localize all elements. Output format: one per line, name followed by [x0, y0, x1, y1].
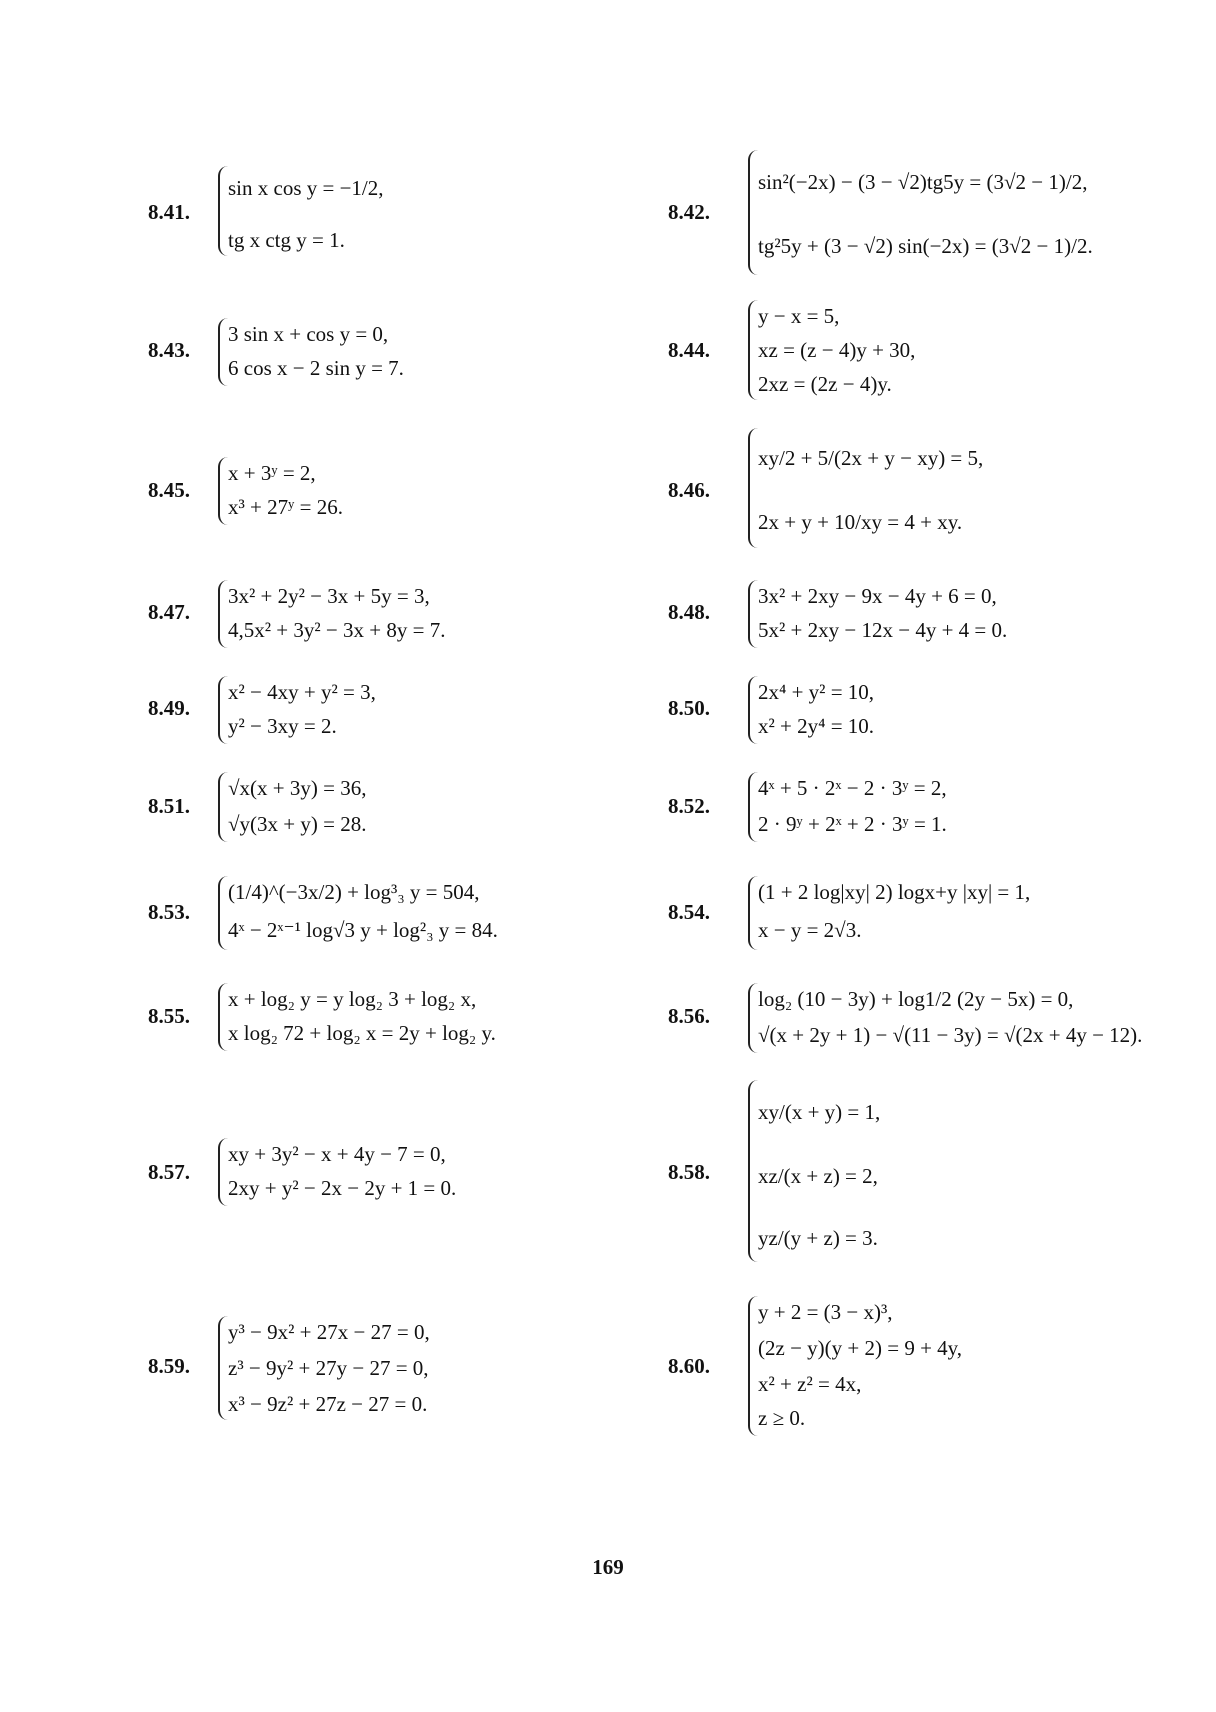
equation: (1 + 2 log|xy| 2) logx+y |xy| = 1,: [758, 880, 1031, 904]
equation: xz = (z − 4)y + 30,: [758, 338, 916, 362]
equation: √y(3x + y) = 28.: [228, 812, 367, 836]
equation: yz/(y + z) = 3.: [758, 1226, 878, 1250]
equation: x − y = 2√3.: [758, 918, 862, 942]
equation: x log₂ 72 + log₂ x = 2y + log₂ y.: [228, 1021, 496, 1045]
equation: xy/(x + y) = 1,: [758, 1100, 881, 1124]
equation: (1/4)^(−3x/2) + log³₃ y = 504,: [228, 880, 480, 904]
problem-number: 8.49.: [148, 696, 190, 720]
equation: xz/(x + z) = 2,: [758, 1164, 878, 1188]
problem-number: 8.58.: [668, 1160, 710, 1184]
equation-system: [218, 457, 448, 525]
equation: log₂ (10 − 3y) + log1/2 (2y − 5x) = 0,: [758, 987, 1074, 1011]
equation-system: [748, 150, 1158, 275]
problem-number: 8.44.: [668, 338, 710, 362]
equation: 6 cos x − 2 sin y = 7.: [228, 356, 404, 380]
equation: x³ + 27ʸ = 26.: [228, 495, 343, 519]
equation: tg x ctg y = 1.: [228, 228, 345, 252]
problem-number: 8.41.: [148, 200, 190, 224]
equation-system: [748, 300, 978, 400]
problem-number: 8.53.: [148, 900, 190, 924]
equation: 2 · 9ʸ + 2ˣ + 2 · 3ʸ = 1.: [758, 812, 947, 836]
equation: x + 3ʸ = 2,: [228, 461, 316, 485]
equation: y + 2 = (3 − x)³,: [758, 1300, 893, 1324]
page-number: 169: [592, 1555, 624, 1579]
equation-system: [748, 1080, 978, 1262]
problem-number: 8.43.: [148, 338, 190, 362]
problem-number: 8.42.: [668, 200, 710, 224]
equation: 3 sin x + cos y = 0,: [228, 322, 389, 346]
equation-system: [218, 876, 558, 950]
equation: xy/2 + 5/(2x + y − xy) = 5,: [758, 446, 984, 470]
equation: sin²(−2x) − (3 − √2)tg5y = (3√2 − 1)/2,: [758, 170, 1088, 194]
equation: 2xy + y² − 2x − 2y + 1 = 0.: [228, 1176, 457, 1200]
problem-number: 8.52.: [668, 794, 710, 818]
problem-number: 8.48.: [668, 600, 710, 624]
equation-system: [218, 676, 448, 744]
problem-number: 8.47.: [148, 600, 190, 624]
equation-system: [748, 1296, 1058, 1436]
equation-system: [218, 318, 468, 386]
equation: y³ − 9x² + 27x − 27 = 0,: [228, 1320, 430, 1344]
equation-system: [218, 166, 458, 256]
equation: 4ˣ + 5 · 2ˣ − 2 · 3ʸ = 2,: [758, 776, 947, 800]
equation-system: [748, 676, 978, 744]
equation: 5x² + 2xy − 12x − 4y + 4 = 0.: [758, 618, 1008, 642]
equation-system: [748, 876, 1078, 950]
equation: z³ − 9y² + 27y − 27 = 0,: [228, 1356, 429, 1380]
problem-number: 8.50.: [668, 696, 710, 720]
equation: x² + z² = 4x,: [758, 1372, 862, 1396]
equation: 3x² + 2y² − 3x + 5y = 3,: [228, 584, 430, 608]
problem-number: 8.45.: [148, 478, 190, 502]
equation: z ≥ 0.: [758, 1406, 806, 1430]
equation: √(x + 2y + 1) − √(11 − 3y) = √(2x + 4y − 12).: [758, 1023, 1143, 1047]
equation: √x(x + 3y) = 36,: [228, 776, 367, 800]
problem-number: 8.60.: [668, 1354, 710, 1378]
equation: x² + 2y⁴ = 10.: [758, 714, 875, 738]
equation: y − x = 5,: [758, 304, 840, 328]
equation: x³ − 9z² + 27z − 27 = 0.: [228, 1392, 428, 1416]
equation: (2z − y)(y + 2) = 9 + 4y,: [758, 1336, 963, 1360]
equation: 3x² + 2xy − 9x − 4y + 6 = 0,: [758, 584, 997, 608]
equation: tg²5y + (3 − √2) sin(−2x) = (3√2 − 1)/2.: [758, 234, 1093, 258]
equation: y² − 3xy = 2.: [228, 714, 337, 738]
problem-number: 8.55.: [148, 1004, 190, 1028]
problem-number: 8.54.: [668, 900, 710, 924]
problem-number: 8.51.: [148, 794, 190, 818]
equation-system: [748, 983, 1158, 1053]
problem-number: 8.59.: [148, 1354, 190, 1378]
problem-number: 8.46.: [668, 478, 710, 502]
equation: xy + 3y² − x + 4y − 7 = 0,: [228, 1142, 446, 1166]
equation: sin x cos y = −1/2,: [228, 176, 384, 200]
problem-number: 8.57.: [148, 1160, 190, 1184]
equation: x + log₂ y = y log₂ 3 + log₂ x,: [228, 987, 477, 1011]
equation: 4,5x² + 3y² − 3x + 8y = 7.: [228, 618, 446, 642]
equation-system: [218, 983, 558, 1051]
equation-system: [218, 772, 448, 842]
equation-system: [218, 580, 518, 648]
equation: x² − 4xy + y² = 3,: [228, 680, 376, 704]
equation: 2xz = (2z − 4)y.: [758, 372, 892, 396]
equation: 2x⁴ + y² = 10,: [758, 680, 875, 704]
equation: 4ˣ − 2ˣ⁻¹ log√3 y + log²₃ y = 84.: [228, 918, 498, 942]
equation-system: [748, 772, 1018, 842]
equation-system: [218, 1138, 528, 1206]
equation: 2x + y + 10/xy = 4 + xy.: [758, 510, 963, 534]
equation-system: [748, 428, 1058, 548]
equation-system: [748, 580, 1078, 648]
problem-number: 8.56.: [668, 1004, 710, 1028]
equation-system: [218, 1316, 488, 1420]
